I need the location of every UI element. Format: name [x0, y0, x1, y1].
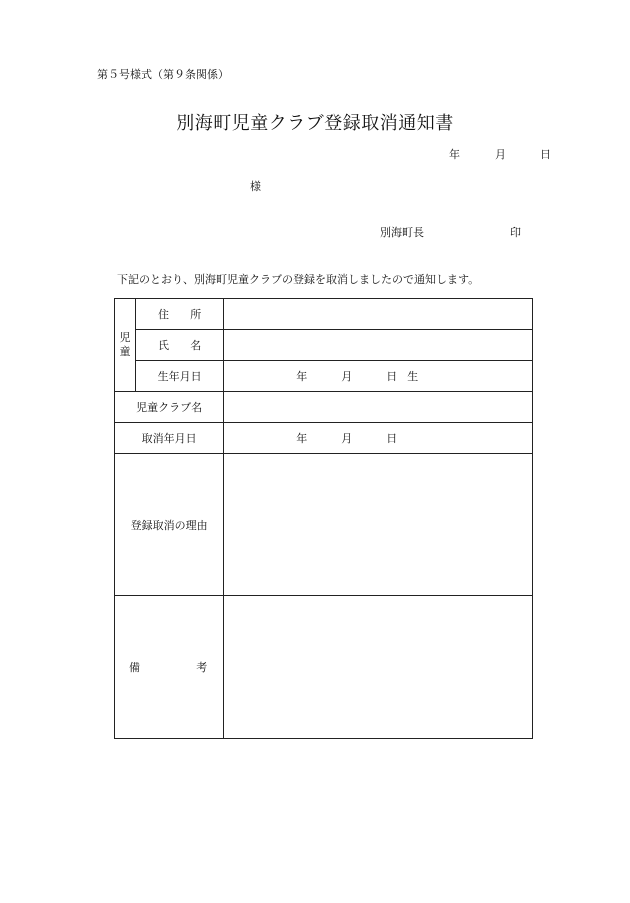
address-row [115, 299, 533, 330]
birthdate-born: 生 [407, 370, 419, 383]
issue-date-month: 月 [495, 148, 506, 161]
birthdate-day: 日 [386, 370, 398, 383]
birthdate-row [115, 361, 533, 392]
reason-row [115, 454, 533, 596]
cancel-date-month: 月 [341, 432, 353, 445]
recipient-suffix: 様 [250, 180, 261, 193]
notes-row [115, 596, 533, 739]
document-title: 別海町児童クラブ登録取消通知書 [176, 113, 454, 134]
address-label: 住 所 [136, 299, 224, 330]
issuer-name: 別海町長 [380, 226, 424, 239]
cancel-date-day: 日 [386, 432, 398, 445]
child-group-label: 児 童 [115, 299, 136, 392]
issue-date-year: 年 [449, 148, 460, 161]
club-name-row [115, 392, 533, 423]
form-number: 第５号様式（第９条関係） [97, 68, 229, 81]
name-label: 氏 名 [136, 330, 224, 361]
reason-label: 登録取消の理由 [115, 454, 224, 596]
cancel-date-year: 年 [296, 432, 308, 445]
issue-date-day: 日 [540, 148, 551, 161]
seal-mark: 印 [510, 226, 521, 239]
cancel-date-label: 取消年月日 [115, 423, 224, 454]
reason-field[interactable] [224, 454, 533, 596]
birthdate-year: 年 [296, 370, 308, 383]
club-name-field[interactable] [224, 392, 533, 423]
cancel-date-row [115, 423, 533, 454]
birthdate-field[interactable] [224, 361, 533, 392]
notes-label: 備 考 [115, 596, 224, 739]
notice-form-table [114, 298, 533, 739]
address-field[interactable] [224, 299, 533, 330]
cancel-date-field[interactable] [224, 423, 533, 454]
birthdate-label: 生年月日 [136, 361, 224, 392]
notice-statement: 下記のとおり、別海町児童クラブの登録を取消しましたので通知します。 [117, 273, 480, 286]
notes-field[interactable] [224, 596, 533, 739]
name-row [115, 330, 533, 361]
club-name-label: 児童クラブ名 [115, 392, 224, 423]
birthdate-month: 月 [341, 370, 353, 383]
name-field[interactable] [224, 330, 533, 361]
